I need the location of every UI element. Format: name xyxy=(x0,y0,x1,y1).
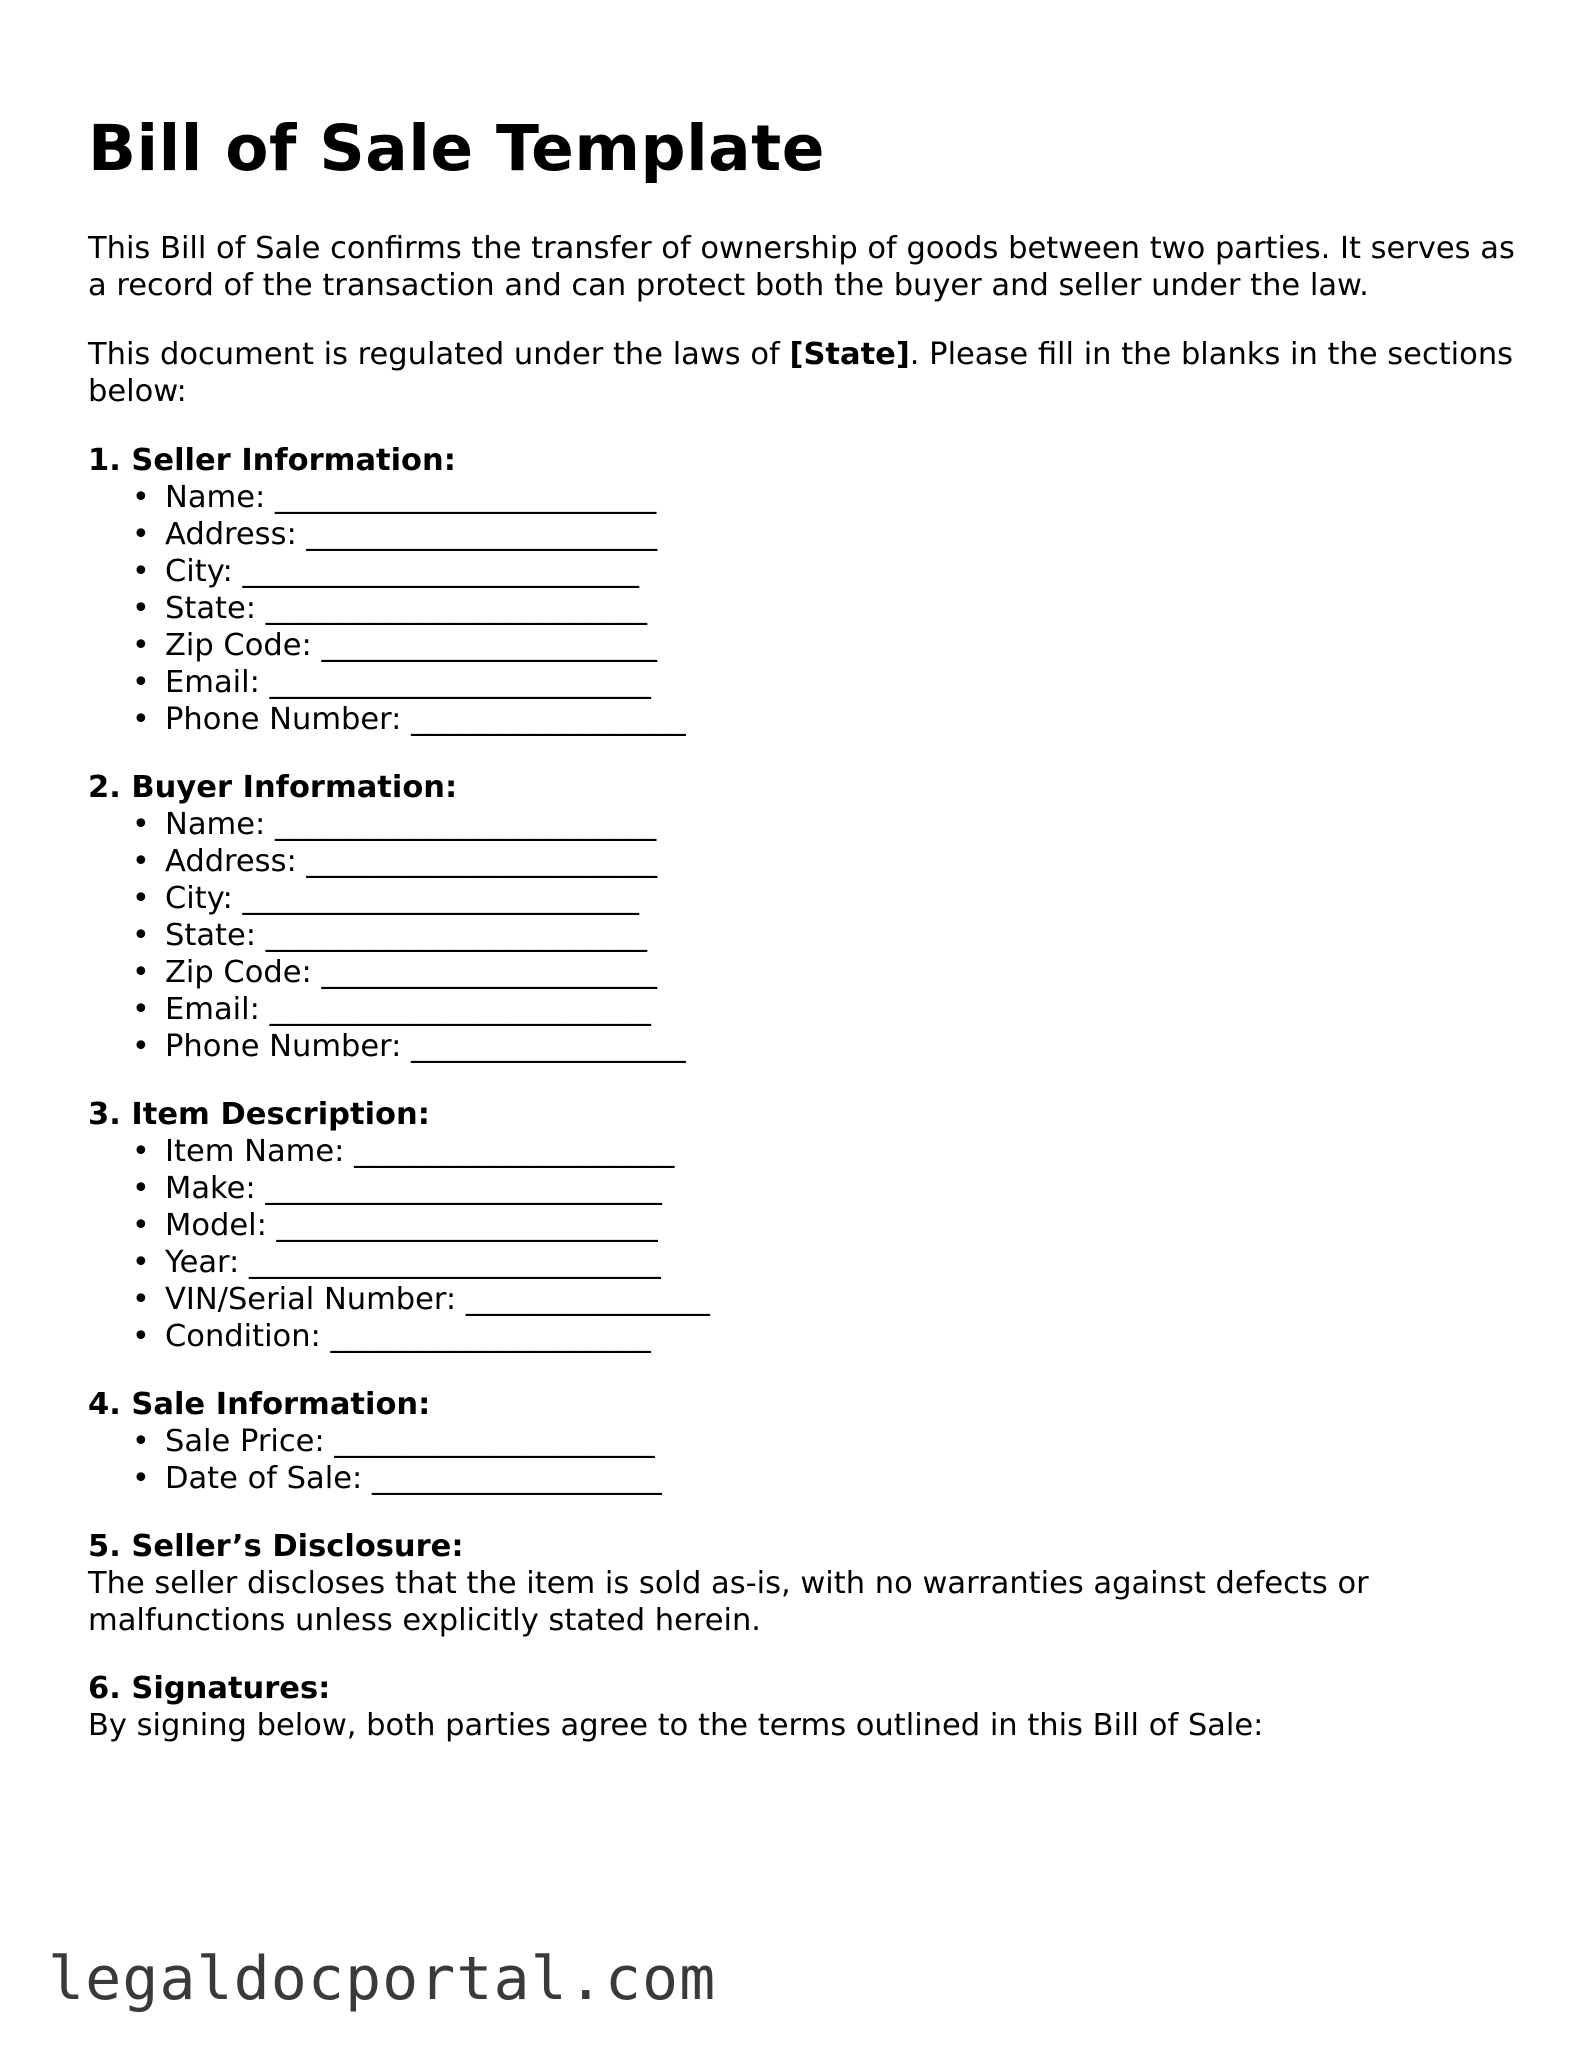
buyer-state-field: • State: _________________________ xyxy=(132,918,647,953)
state-placeholder: [State] xyxy=(789,337,910,372)
sale-field-list xyxy=(88,1423,1528,1497)
intro-paragraph: This Bill of Sale confirms the transfer of ownership of goods between two parties. It serves as a record of the transaction and can protect both the buyer and seller under the law. xyxy=(88,231,1515,303)
seller-address-field: • Address: _______________________ xyxy=(132,517,658,552)
buyer-phone-field: • Phone Number: __________________ xyxy=(132,1029,686,1064)
buyer-field-list xyxy=(88,806,1528,1065)
page-title: Bill of Sale Template xyxy=(88,112,826,185)
item-vin-field: • VIN/Serial Number: ________________ xyxy=(132,1282,710,1317)
seller-section-heading: 1. Seller Information: xyxy=(88,443,456,478)
buyer-address-field: • Address: _______________________ xyxy=(132,844,658,879)
item-model-field: • Model: _________________________ xyxy=(132,1208,658,1243)
signatures-section-heading: 6. Signatures: xyxy=(88,1671,331,1706)
regulation-suffix: . Please fill in the blanks in the sections below: xyxy=(88,337,1514,409)
item-name-field: • Item Name: _____________________ xyxy=(132,1134,675,1169)
seller-zip-field: • Zip Code: ______________________ xyxy=(132,628,657,663)
regulation-paragraph xyxy=(88,336,1528,410)
buyer-zip-field: • Zip Code: ______________________ xyxy=(132,955,657,990)
sale-date-field: • Date of Sale: ___________________ xyxy=(132,1461,662,1496)
item-field-list xyxy=(88,1133,1528,1355)
seller-field-list xyxy=(88,479,1528,738)
item-section-heading: 3. Item Description: xyxy=(88,1097,430,1132)
seller-name-field: • Name: _________________________ xyxy=(132,480,657,515)
seller-phone-field: • Phone Number: __________________ xyxy=(132,702,686,737)
item-condition-field: • Condition: _____________________ xyxy=(132,1319,651,1354)
item-make-field: • Make: __________________________ xyxy=(132,1171,662,1206)
sale-section-heading: 4. Sale Information: xyxy=(88,1387,431,1422)
buyer-name-field: • Name: _________________________ xyxy=(132,807,657,842)
regulation-prefix: This document is regulated under the laws of xyxy=(88,337,790,372)
disclosure-section-heading: 5. Seller’s Disclosure: xyxy=(88,1529,464,1564)
sale-price-field: • Sale Price: _____________________ xyxy=(132,1424,655,1459)
seller-email-field: • Email: _________________________ xyxy=(132,665,651,700)
document-page xyxy=(88,108,1528,1744)
buyer-section-heading: 2. Buyer Information: xyxy=(88,770,458,805)
item-year-field: • Year: ___________________________ xyxy=(132,1245,661,1280)
seller-city-field: • City: __________________________ xyxy=(132,554,640,589)
buyer-city-field: • City: __________________________ xyxy=(132,881,640,916)
disclosure-paragraph: The seller discloses that the item is sold as-is, with no warranties against defects or malfunctions unless explicitly stated herein. xyxy=(88,1566,1369,1638)
signatures-paragraph: By signing below, both parties agree to the terms outlined in this Bill of Sale: xyxy=(88,1708,1264,1743)
site-watermark: legaldocportal.com xyxy=(48,1944,717,2014)
buyer-email-field: • Email: _________________________ xyxy=(132,992,651,1027)
seller-state-field: • State: _________________________ xyxy=(132,591,647,626)
